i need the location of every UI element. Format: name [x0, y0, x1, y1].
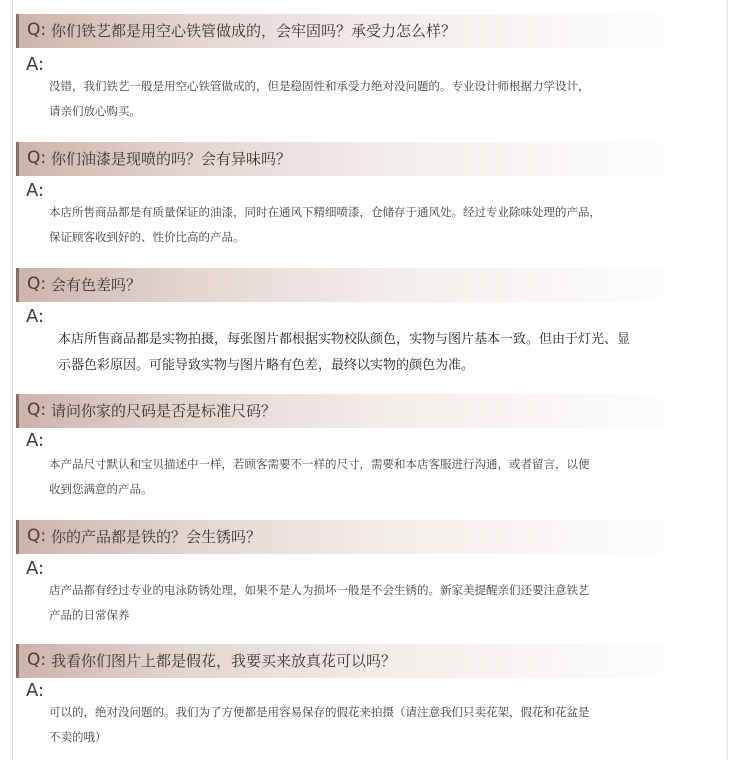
question-prefix: Q: [27, 650, 47, 670]
answer-line: 本店所售商品都是实物拍摄，每张图片都根据实物校队颜色，实物与图片基本一致。但由于灯光、显 [58, 332, 631, 347]
question-text: 你的产品都是铁的？会生锈吗？ [51, 528, 262, 546]
answer-line: 本店所售商品都是有质量保证的油漆，同时在通风下精细喷漆，仓储存于通风处。经过专业除味处理的产品， [49, 205, 601, 219]
faq-item-2 [16, 142, 706, 244]
question-prefix: Q: [27, 274, 47, 294]
answer-prefix: A: [26, 558, 45, 579]
question-prefix: Q: [27, 526, 47, 546]
faq-item-4 [16, 394, 706, 496]
question-bar [16, 644, 706, 678]
question-text: 你们铁艺都是用空心铁管做成的，会牢固吗？承受力怎么样？ [51, 22, 457, 40]
question-prefix: Q: [27, 20, 47, 40]
answer-prefix: A: [26, 306, 45, 327]
answer-prefix: A: [26, 54, 45, 75]
question-bar [16, 520, 706, 554]
answer-line: 没错，我们铁艺一般是用空心铁管做成的，但是稳固性和承受力绝对没问题的。专业设计师根据力学设计， [49, 79, 590, 93]
answer-text [58, 327, 700, 379]
question-bar [16, 142, 706, 176]
answer-text [49, 452, 699, 502]
question-prefix: Q: [27, 148, 47, 168]
question-prefix: Q: [27, 400, 47, 420]
answer-line: 店产品都有经过专业的电泳防锈处理，如果不是人为损坏一般是不会生锈的。新家美提醒亲们还要注意铁艺 [49, 583, 590, 597]
question-bar [16, 268, 706, 302]
answer-text [49, 700, 699, 750]
answer-prefix: A: [26, 430, 45, 451]
question-text: 我看你们图片上都是假花，我要买来放真花可以吗？ [51, 652, 397, 670]
answer-prefix: A: [26, 180, 45, 201]
answer-text [49, 74, 699, 124]
question-text: 会有色差吗？ [51, 276, 142, 294]
faq-item-1 [16, 14, 706, 118]
question-text: 你们油漆是现喷的吗？会有异味吗？ [51, 150, 292, 168]
answer-line: 本产品尺寸默认和宝贝描述中一样，若顾客需要不一样的尺寸，需要和本店客服进行沟通，或者留言，以便 [49, 457, 590, 471]
answer-text [49, 578, 699, 628]
question-bar [16, 14, 706, 48]
answer-prefix: A: [26, 680, 45, 701]
question-text: 请问你家的尺码是否是标准尺码？ [51, 402, 277, 420]
faq-item-5 [16, 520, 706, 622]
answer-line: 不卖的哦） [49, 730, 107, 744]
faq-item-6 [16, 644, 706, 744]
answer-text [49, 200, 699, 250]
answer-line: 请亲们放心购买。 [49, 104, 141, 118]
faq-item-3 [16, 268, 706, 373]
answer-line: 示器色彩原因。可能导致实物与图片略有色差，最终以实物的颜色为准。 [58, 358, 475, 373]
question-bar [16, 394, 706, 428]
answer-line: 可以的，绝对没问题的。我们为了方便都是用容易保存的假花来拍摄（请注意我们只卖花架，假花和花盆是 [49, 705, 590, 719]
answer-line: 产品的日常保养 [49, 608, 130, 622]
answer-line: 收到您满意的产品。 [49, 482, 153, 496]
answer-line: 保证顾客收到好的、性价比高的产品。 [49, 230, 245, 244]
